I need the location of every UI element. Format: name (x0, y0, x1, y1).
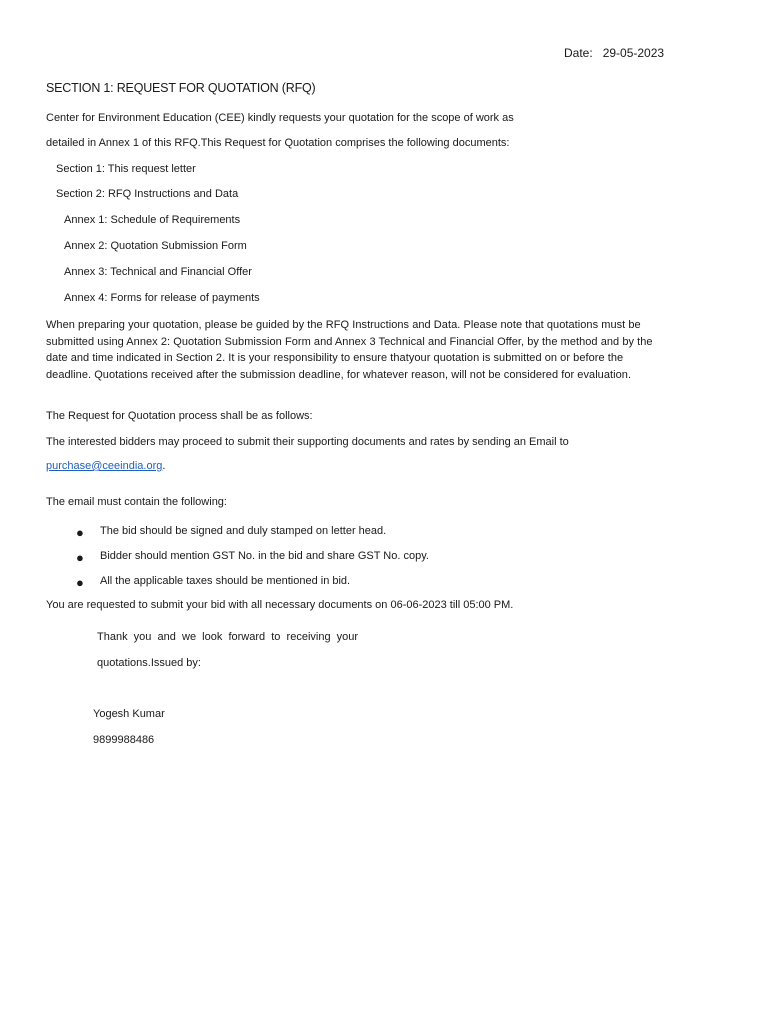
bullet-icon: ● (76, 550, 84, 565)
requirement-item: The bid should be signed and duly stamped on letter head. (100, 525, 387, 537)
section-title: SECTION 1: REQUEST FOR QUOTATION (RFQ) (46, 81, 316, 95)
guidance-paragraph: When preparing your quotation, please be guided by the RFQ Instructions and Data. Please note that quotations must be submitted using Annex 2: Quotation Submission Form and Annex 3 Technical and Financial Offer, by the method and by the date and time indicated in Section 2. It is your responsibility to ensure thatyour quotation is submitted on or before the deadline. Quotations received after the submission deadline, for whatever reason, will not be considered for evaluation. (46, 319, 653, 381)
document-item-annex-4: Annex 4: Forms for release of payments (64, 292, 260, 304)
email-contents-intro: The email must contain the following: (46, 496, 227, 508)
signatory-name: Yogesh Kumar (93, 708, 165, 720)
bullet-icon: ● (76, 575, 84, 590)
email-line (46, 460, 165, 472)
intro-line-1: Center for Environment Education (CEE) kindly requests your quotation for the scope of work as (46, 112, 514, 124)
bullet-icon: ● (76, 525, 84, 540)
date-label: Date: (564, 46, 593, 60)
closing-line-1: Thank you and we look forward to receiving your (97, 631, 359, 643)
document-item-annex-1: Annex 1: Schedule of Requirements (64, 214, 241, 226)
email-period: . (162, 460, 166, 472)
intro-line-2: detailed in Annex 1 of this RFQ.This Request for Quotation comprises the following documents: (46, 137, 510, 149)
email-link[interactable]: purchase@ceeindia.org (46, 460, 163, 472)
document-item-annex-2: Annex 2: Quotation Submission Form (64, 240, 247, 252)
requirement-item: Bidder should mention GST No. in the bid and share GST No. copy. (100, 550, 429, 562)
requirement-item: All the applicable taxes should be mentioned in bid. (100, 575, 351, 587)
closing-line-2: quotations.Issued by: (97, 657, 201, 669)
date-value: 29-05-2023 (602, 46, 665, 60)
date-row (564, 46, 664, 60)
document-item-annex-3: Annex 3: Technical and Financial Offer (64, 266, 252, 278)
signatory-phone: 9899988486 (93, 734, 155, 746)
document-item-section-1: Section 1: This request letter (56, 163, 196, 175)
document-item-section-2: Section 2: RFQ Instructions and Data (56, 188, 239, 200)
submit-instructions: The interested bidders may proceed to submit their supporting documents and rates by sending an Email to (46, 436, 569, 448)
deadline-text: You are requested to submit your bid with all necessary documents on 06-06-2023 till 05:00 PM. (46, 599, 514, 611)
process-intro: The Request for Quotation process shall be as follows: (46, 410, 313, 422)
